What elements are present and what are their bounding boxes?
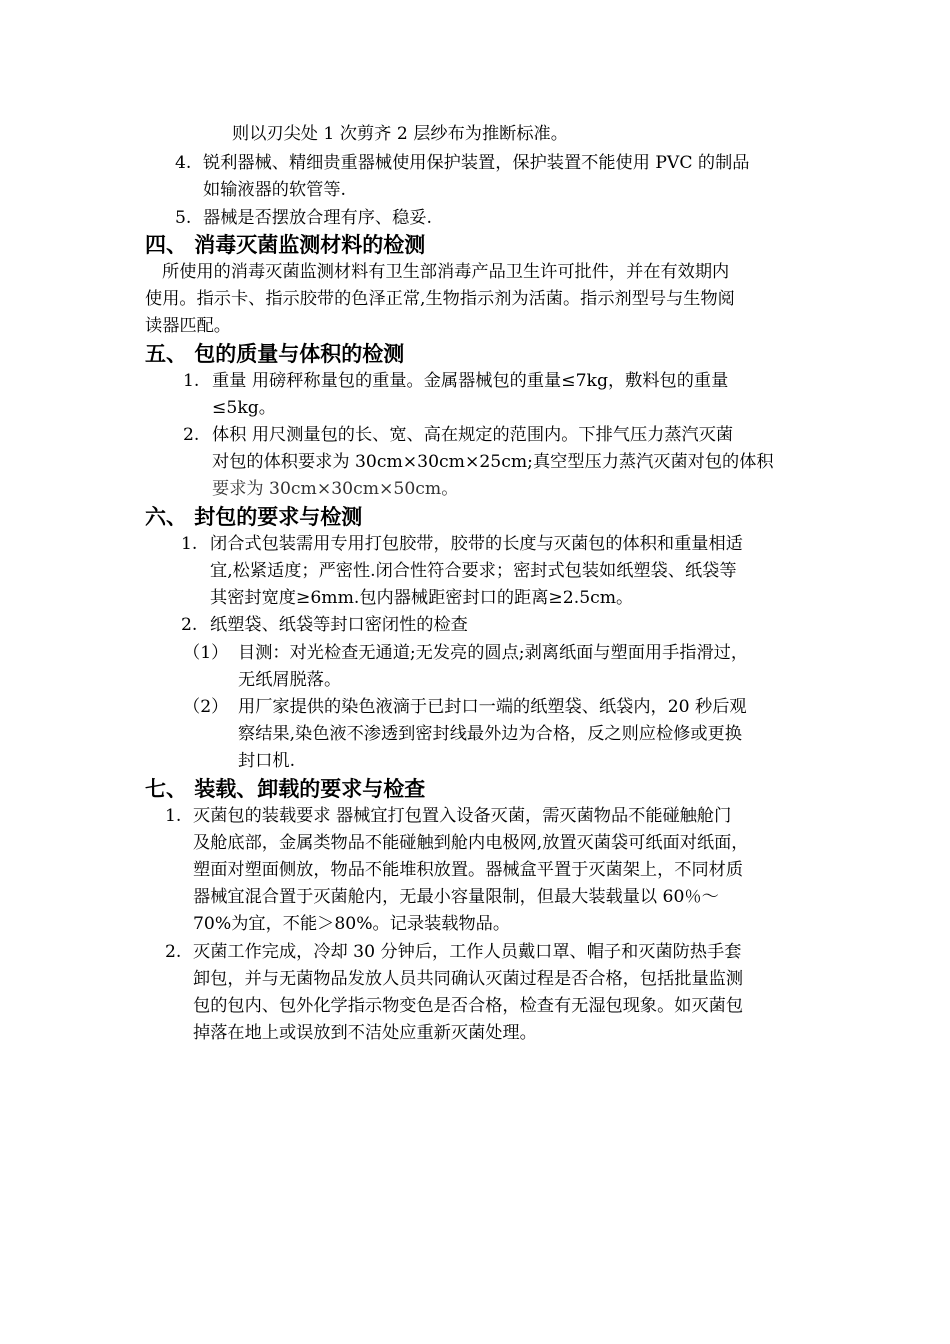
sub-list-number: （1） [183, 643, 229, 663]
sub-list-number: （2） [183, 697, 229, 717]
list-number: 2. [181, 615, 198, 635]
section-heading: 五、 包的质量与体积的检测 [145, 342, 405, 366]
list-item-line: 宜,松紧适度；严密性.闭合性符合要求；密封式包装如纸塑袋、纸袋等 [210, 561, 737, 581]
list-number: 1. [165, 806, 182, 826]
sub-list-item-line: 用厂家提供的染色液滴于已封口一端的纸塑袋、纸袋内，20 秒后观 [238, 697, 747, 717]
sub-list-item-line: 无纸屑脱落。 [238, 670, 342, 690]
list-number: 1. [183, 371, 200, 391]
section-heading: 六、 封包的要求与检测 [145, 505, 363, 529]
list-item-line: 器械是否摆放合理有序、稳妥. [203, 208, 432, 228]
list-item-line: 体积 用尺测量包的长、宽、高在规定的范围内。下排气压力蒸汽灭菌 [212, 425, 734, 445]
sub-list-item-line: 封口机. [238, 751, 296, 771]
list-item-line: 纸塑袋、纸袋等封口密闭性的检查 [210, 615, 468, 635]
section-heading: 七、 装载、卸载的要求与检查 [145, 777, 426, 801]
list-item-line: 对包的体积要求为 30cm×30cm×25cm;真空型压力蒸汽灭菌对包的体积 [212, 452, 774, 472]
sub-list-item-line: 目测：对光检查无通道;无发亮的圆点;剥离纸面与塑面用手指滑过， [238, 643, 749, 663]
list-item-line: 掉落在地上或误放到不洁处应重新灭菌处理。 [193, 1023, 537, 1043]
list-item-line: 灭菌包的装载要求 器械宜打包置入设备灭菌，需灭菌物品不能碰触舱门 [193, 806, 732, 826]
list-number: 2. [183, 425, 200, 445]
list-item-line: 70%为宜，不能＞80%。记录装载物品。 [193, 914, 511, 934]
list-number: 1. [181, 534, 198, 554]
section-heading: 四、 消毒灭菌监测材料的检测 [145, 233, 426, 257]
list-item-line: 器械宜混合置于灭菌舱内，无最小容量限制，但最大装载量以 60％～ [193, 887, 719, 907]
list-item-line: 卸包，并与无菌物品发放人员共同确认灭菌过程是否合格，包括批量监测 [193, 969, 744, 989]
paragraph-line: 读器匹配。 [145, 316, 231, 336]
paragraph-line: 使用。指示卡、指示胶带的色泽正常,生物指示剂为活菌。指示剂型号与生物阅 [145, 289, 735, 309]
list-item-line: 闭合式包装需用专用打包胶带，胶带的长度与灭菌包的体积和重量相适 [210, 534, 743, 554]
list-item-line: 如输液器的软管等. [203, 180, 346, 200]
list-number: 2. [165, 942, 182, 962]
list-item-line: 重量 用磅秤称量包的重量。金属器械包的重量≤7kg，敷料包的重量 [212, 371, 729, 391]
list-number: 5. [175, 208, 192, 228]
list-item-line: 其密封宽度≥6mm.包内器械距密封口的距离≥2.5cm。 [210, 588, 634, 608]
paragraph-line: 则以刃尖处 1 次剪齐 2 层纱布为推断标准。 [232, 124, 568, 144]
list-item-line: 及舱底部，金属类物品不能碰触到舱内电极网,放置灭菌袋可纸面对纸面， [193, 833, 749, 853]
list-item-line: 要求为 30cm×30cm×50cm。 [212, 479, 459, 499]
list-item-line: ≤5kg。 [212, 398, 276, 418]
list-item-line: 塑面对塑面侧放，物品不能堆积放置。器械盒平置于灭菌架上，不同材质 [193, 860, 744, 880]
list-item-line: 包的包内、包外化学指示物变色是否合格，检查有无湿包现象。如灭菌包 [193, 996, 744, 1016]
list-item-line: 灭菌工作完成，冷却 30 分钟后，工作人员戴口罩、帽子和灭菌防热手套 [193, 942, 742, 962]
sub-list-item-line: 察结果,染色液不渗透到密封线最外边为合格，反之则应检修或更换 [238, 724, 742, 744]
list-item-line: 锐利器械、精细贵重器械使用保护装置，保护装置不能使用 PVC 的制品 [203, 153, 750, 173]
list-number: 4. [175, 153, 192, 173]
paragraph-line: 所使用的消毒灭菌监测材料有卫生部消毒产品卫生许可批件，并在有效期内 [162, 262, 730, 282]
